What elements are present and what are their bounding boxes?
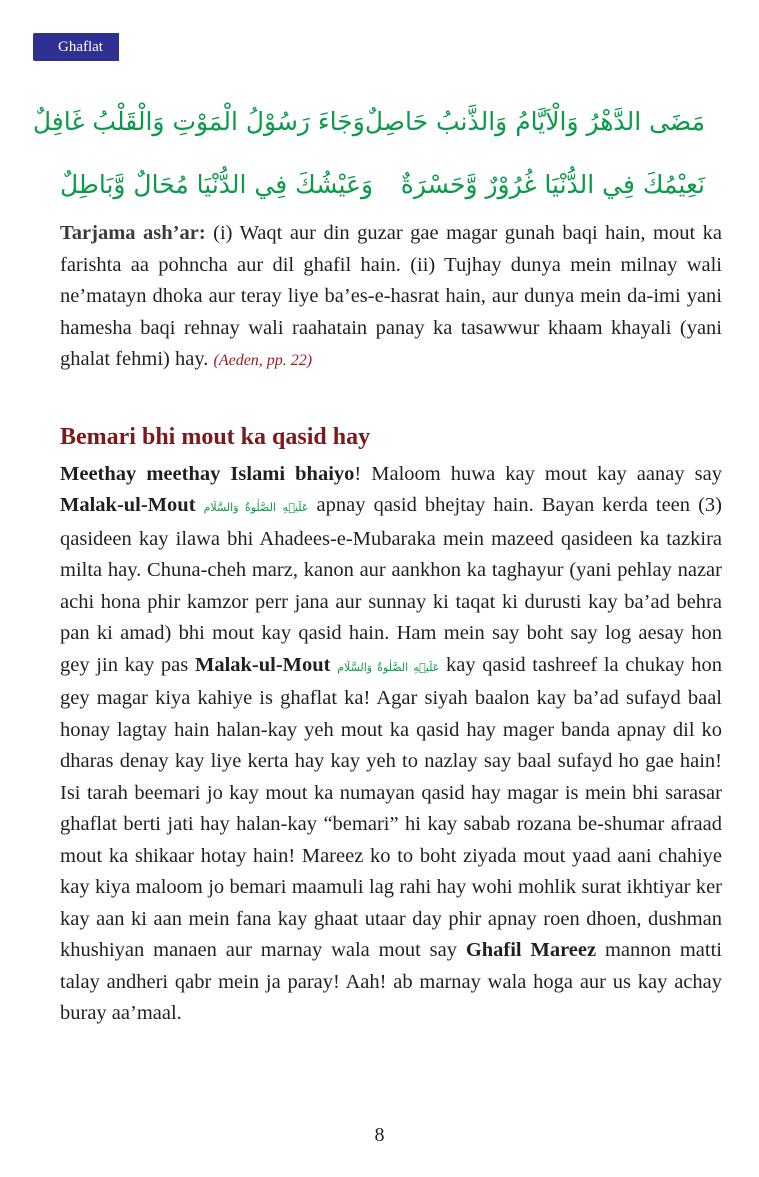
translation-paragraph [60,218,722,377]
honorific-2: عَلَيۡهِ الصَّلٰوةُ وَالسَّلَام [337,660,440,674]
honorific-1: عَلَيۡهِ الصَّلٰوةُ وَالسَّلَام [203,501,309,514]
translation-text: (i) Waqt aur din guzar gae magar gunah baqi hain, mout ka farishta aa pohncha aur dil ghafil hain. (ii) Tujhay dunya mein milnay wali ne’matayn dhoka aur teray liye ba’es-e-hasrat hain, aur dunya mein da-imi yani hamesha baqi rehnay wali raahatain panay ka tasawwur khaam khayali (yani ghalat fehmi) hay. [60,222,722,370]
body-paragraph [60,459,722,1030]
body-text-4: mannon matti talay andheri qabr mein ja paray! Aah! ab marnay wala hoga aur us kay achay buray aa’maal. [60,939,722,1024]
translation-reference: (Aeden, pp. 22) [213,352,313,369]
verse-1-left: وَجَاءَ رَسُوْلُ الْمَوْتِ وَالْقَلْبُ غَافِلٌ [32,107,365,136]
verse-row-1 [32,90,705,153]
chapter-tab-label: Ghaflat [58,39,103,55]
greeting-bold: Meethay meethay Islami bhaiyo [60,462,355,485]
section-heading: Bemari bhi mout ka qasid hay [60,423,371,450]
translation-label: Tarjama ash’ar: [60,222,206,244]
verse-2-right: نَعِيْمُكَ فِي الدُّنْيَا غُرُوْرٌ وَّحَسْرَةٌ [400,170,705,199]
ghafil-mareez-bold: Ghafil Mareez [465,939,597,961]
verse-2-left: وَعَيْشُكَ فِي الدُّنْيَا مُحَالٌ وَّبَاطِلٌ [60,170,374,199]
page-content [60,218,722,1030]
page-number: 8 [374,1124,385,1146]
body-text-3: kay qasid tashreef la chukay hon gey magar kiya kahiye is ghaflat ka! Agar siyah baalon kay ba’ad sufayd baal honay lagtay hain halan-kay yeh mout ka qasid hay mager banda apnay dil ko dharas denay kay liye kerta hay kay yeh to nazlay say baal sufayd ho gae hain! Isi tarah beemari jo kay mout ka numayan qasid hay magar is mein bhi sarasar ghaflat berti jati hay halan-kay “bemari” hi kay sabab rozana be-shumar afraad mout ka shikaar hotay hain! Mareez ko to boht ziyada mout yaad aani chahiye kay kiya maloom jo bemari maamuli lag rahi hay wohi mohlik surat ikhtiyar ker kay aan ki aan mein fana kay ghaat utaar day phir apnay roen dhoen, dushman khushiyan manaen aur marnay wala mout say [60,653,722,961]
body-text-2: apnay qasid bhejtay hain. Bayan kerda teen (3) qasideen kay ilawa bhi Ahadees-e-Mubaraka mein mazeed qasideen ka tazkira milta hay. Chuna-cheh marz, kanon aur aankhon ka taghayur (yani pehlay nazar achi hona phir kamzor perr jana aur sunnay ki taqat ki durusti kay ba’ad behra pan ki amad) bhi mout kay qasid hain. Ham mein say boht say log aesay hon gey jin kay pas [60,494,722,676]
malak-ul-mout-bold-2: Malak-ul-Mout [194,653,331,676]
malak-ul-mout-bold-1: Malak-ul-Mout [60,494,196,516]
verse-1-right: مَضَى الدَّهْرُ وَالْاَيَّامُ وَالذَّنبُ حَاصِلٌ [364,107,705,136]
arabic-verses [32,90,705,216]
body-text-1: ! Maloom huwa kay mout kay aanay say [354,462,722,485]
verse-row-2 [60,153,705,216]
chapter-tab [33,33,119,61]
